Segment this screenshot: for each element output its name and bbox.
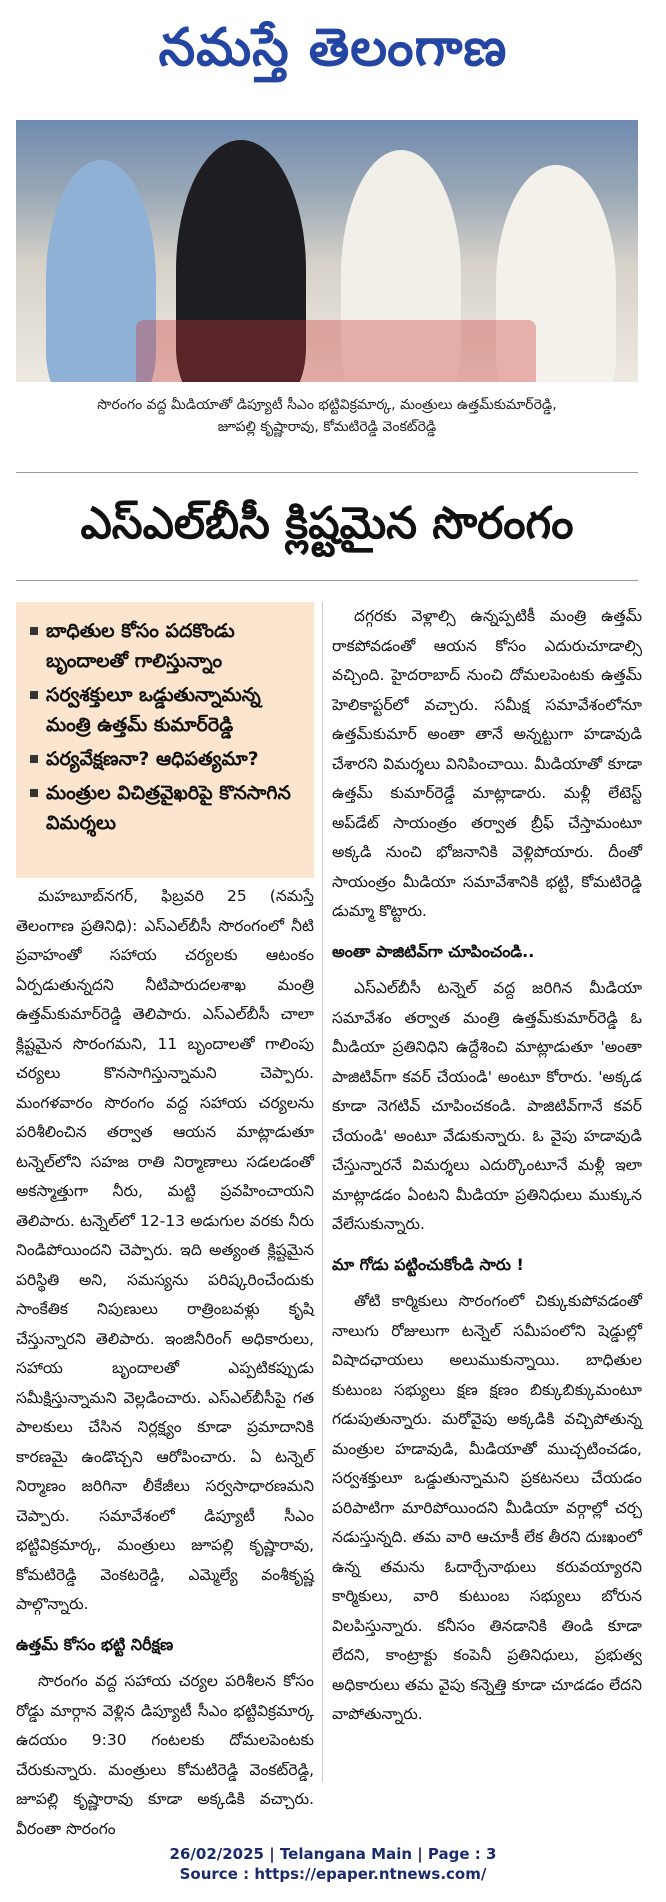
photo-caption <box>16 394 638 438</box>
article-paragraph: దగ్గరకు వెళ్లాల్సి ఉన్నప్పటికీ మంత్రి ఉత్తమ్ రాకపోవడంతో ఆయన కోసం ఎదురుచూడాల్సి వచ్చింది. హైదరాబాద్ నుంచి దోమలపెంటకు ఉత్తమ్ హెలికాప్టర్‌లో వచ్చారు. సమీక్ష సమావేశంలోనూ ఉత్తమ్‌కుమార్ అంతా తానే అన్నట్టుగా హడావుడి చేశారని విమర్శలు వినిపించాయి. మీడియాతో కూడా ఉత్తమ్ కుమార్‌రెడ్డే మాట్లాడారు. మళ్లీ లేటెస్ట్ అప్‌డేట్ సాయంత్రం తర్వాత బ్రీఫ్ చేస్తామంటూ అక్కడి నుంచి భోజనానికి వెళ్లిపోయారు. దీంతో సాయంత్రం మీడియా సమావేశానికి భట్టి, కోమటిరెడ్డి డుమ్మా కొట్టారు. <box>332 607 642 920</box>
article-paragraph: తోటి కార్మికులు సొరంగంలో చిక్కుకుపోవడంతో నాలుగు రోజులుగా టన్నెల్ సమీపంలోని షెడ్డుల్లో విషాదఛాయలు అలుముకున్నాయి. బాధితుల కుటుంబ సభ్యులు క్షణ క్షణం బిక్కుబిక్కుమంటూ గడుపుతున్నారు. మరోవైపు అక్కడికి వచ్చిపోతున్న మంత్రుల హడావుడి, మీడియాతో ముచ్చటించడం, సర్వశక్తులూ ఒడ్డుతున్నామని ప్రకటనలు చేయడం పరిపాటిగా మారిపోయిందని మీడియా వర్గాల్లో చర్చ నడుస్తున్నది. తమ వారి ఆచూకీ లేక తీరని దుఃఖంలో ఉన్న తమను ఓదార్చేనాథులు కరువయ్యారని కార్మికులు, వారి కుటుంబ సభ్యులు బోరున విలపిస్తున్నారు. కనీసం తినడానికి తిండి కూడా లేదని, కాంట్రాక్టు కంపెనీ ప్రతినిధులు, ప్రభుత్వ అధికారులు తమ వైపు కన్నెత్తి కూడా చూడడం లేదని వాపోతున్నారు. <box>332 1292 642 1723</box>
headline: ఎస్‌ఎల్‌బీసీ క్లిష్టమైన సొరంగం <box>80 498 574 549</box>
highlights-box <box>16 602 314 878</box>
column-rule <box>322 602 323 1782</box>
footer-date-page: 26/02/2025 | Telangana Main | Page : 3 <box>169 1845 497 1863</box>
article-column-left <box>16 882 314 1848</box>
divider <box>16 472 638 473</box>
highlight-item: బాధితుల కోసం పదకొండు బృందాలతో గాలిస్తున్నాం <box>28 616 302 676</box>
subheading: మా గోడు పట్టించుకోండి సారు ! <box>332 1254 524 1274</box>
caption-line-1: సొరంగం వద్ద మీడియాతో డిప్యూటీ సీఎం భట్టివిక్రమార్క, మంత్రులు ఉత్తమ్‌కుమార్‌రెడ్డి, <box>97 397 557 413</box>
footer <box>0 1844 666 1884</box>
news-photo <box>16 120 638 382</box>
newspaper-logo: నమస్తే తెలంగాణ <box>158 17 508 78</box>
subheading: అంతా పాజిటివ్‌గా చూపించండి.. <box>332 941 535 961</box>
masthead <box>0 0 666 96</box>
article-paragraph: మహబూబ్‌నగర్, ఫిబ్రవరి 25 (నమస్తే తెలంగాణ ప్రతినిధి): ఎస్‌ఎల్‌బీసీ సొరంగంలో నీటి ప్రవాహంతో సహాయ చర్యలకు ఆటంకం ఏర్పడుతున్నదని నీటిపారుదలశాఖ మంత్రి ఉత్తమ్‌కుమార్‌రెడ్డి తెలిపారు. ఎస్‌ఎల్‌బీసీ చాలా క్లిష్టమైన సొరంగమని, 11 బృందాలతో గాలింపు చర్యలు కొనసాగిస్తున్నామని చెప్పారు. మంగళవారం సొరంగం వద్ద సహాయ చర్యలను పరిశీలించిన తర్వాత ఆయన మాట్లాడుతూ టన్నెల్‌లోని సహజ రాతి నిర్మాణాలు సడలడంతో అకస్మాత్తుగా నీరు, మట్టి ప్రవహించాయని తెలిపారు. టన్నెల్‌లో 12-13 అడుగుల వరకు నీరు నిండిపోయిందని చెప్పారు. ఇది అత్యంత క్లిష్టమైన పరిస్థితి అని, సమస్యను పరిష్కరించేందుకు సాంకేతిక నిపుణులు రాత్రింబవళ్లు కృషి చేస్తున్నారని తెలిపారు. ఇంజినీరింగ్ అధికారులు, సహాయ బృందాలతో ఎప్పటికప్పుడు సమీక్షిస్తున్నామని వెల్లడించారు. ఎస్‌ఎల్‌బీసీపై గత పాలకులు చేసిన నిర్లక్ష్యం కూడా ప్రమాదానికి కారణమై ఉండొచ్చని ఆరోపించారు. ఏ టన్నెల్ నిర్మాణం జరిగినా లీకేజీలు సర్వసాధారణమని చెప్పారు. సమావేశంలో డిప్యూటీ సీఎం భట్టివిక్రమార్క, మంత్రులు జూపల్లి కృష్ణారావు, కోమటిరెడ్డి వెంకటరెడ్డి, ఎమ్మెల్యే వంశీకృష్ణ పాల్గొన్నారు. <box>16 887 314 1613</box>
highlight-item: మంత్రుల విచిత్రవైఖరిపై కొనసాగిన విమర్శలు <box>28 778 302 838</box>
article-paragraph: సొరంగం వద్ద సహాయ చర్యల పరిశీలన కోసం రోడ్డు మార్గాన వెళ్లిన డిప్యూటీ సీఎం భట్టివిక్రమార్క ఉదయం 9:30 గంటలకు దోమలపెంటకు చేరుకున్నారు. మంత్రులు కోమటిరెడ్డి వెంకట్‌రెడ్డి, జూపల్లి కృష్ణారావు కూడా అక్కడికి వచ్చారు. వీరంతా సొరంగం <box>16 1672 314 1838</box>
article-paragraph: ఎస్‌ఎల్‌బీసీ టన్నెల్ వద్ద జరిగిన మీడియా సమావేశం తర్వాత మంత్రి ఉత్తమ్‌కుమార్‌రెడ్డి ఓ మీడియా ప్రతినిధిని ఉద్దేశించి మాట్లాడుతూ 'అంతా పాజిటివ్‌గా కవర్ చేయండి' అంటూ కోరారు. 'అక్కడ కూడా నెగటివ్ చూపించకండి. పాజిటివ్‌గానే కవర్ చేయండి' అంటూ వేడుకున్నారు. ఓ వైపు హడావుడి చేస్తున్నారనే విమర్శలు ఎదుర్కొంటూనే మళ్లీ ఇలా మాట్లాడడం ఏంటని మీడియా ప్రతినిధులు ముక్కున వేలేసుకున్నారు. <box>332 979 642 1233</box>
caption-line-2: జూపల్లి కృష్ణారావు, కోమటిరెడ్డి వెంకట్‌రెడ్డి <box>217 419 437 435</box>
divider <box>16 580 638 581</box>
footer-source-link[interactable]: Source : https://epaper.ntnews.com/ <box>179 1865 487 1883</box>
highlight-item: పర్యవేక్షణనా? ఆధిపత్యమా? <box>28 744 302 774</box>
article-column-right <box>332 602 642 1734</box>
highlight-item: సర్వశక్తులూ ఒడ్డుతున్నామన్న మంత్రి ఉత్తమ్ కుమార్‌రెడ్డి <box>28 680 302 740</box>
subheading: ఉత్తమ్ కోసం భట్టి నిరీక్షణ <box>16 1634 174 1654</box>
